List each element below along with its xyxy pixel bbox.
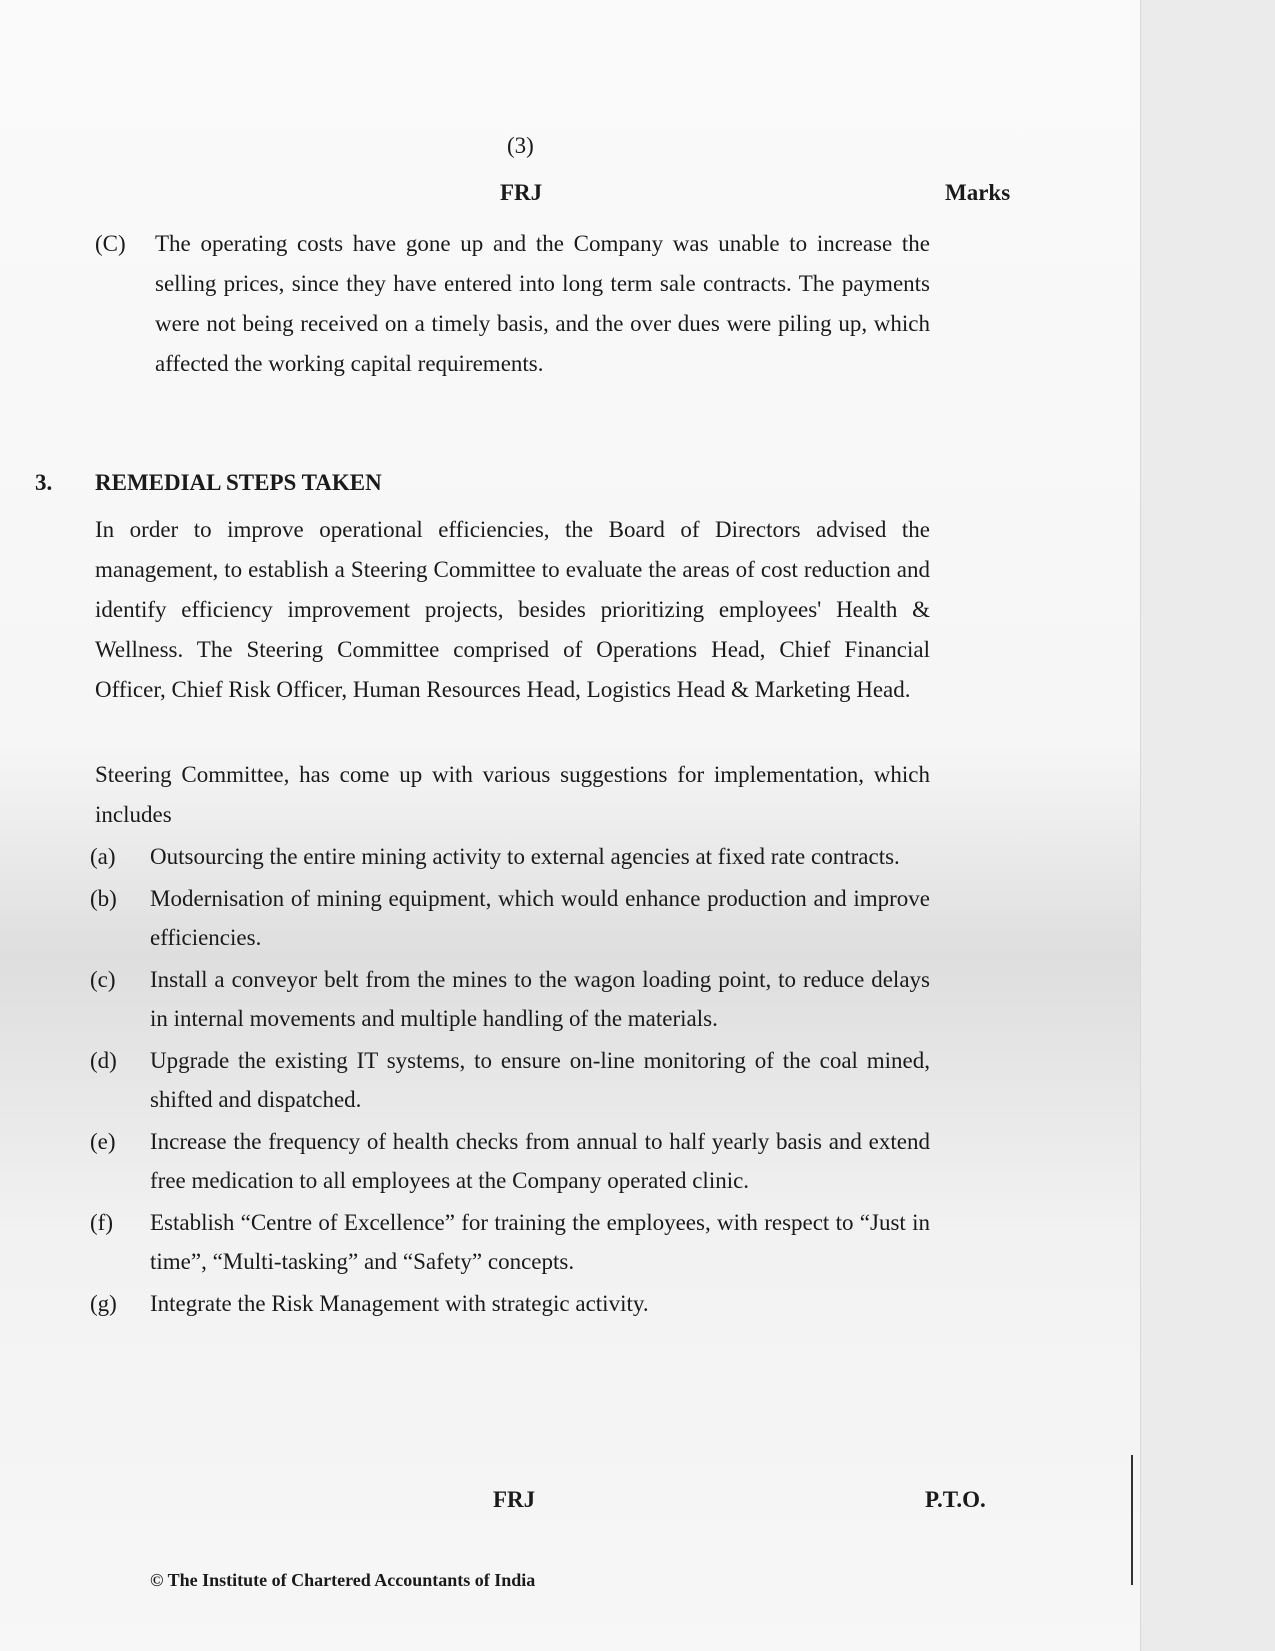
list-item-label: (f) <box>90 1210 113 1235</box>
page-number: (3) <box>507 133 534 158</box>
list-item-text: Integrate the Risk Management with strategic activity. <box>150 1291 649 1316</box>
header-paper-code: FRJ <box>500 180 543 205</box>
list-item-label: (b) <box>90 886 117 911</box>
list-item-label: (a) <box>90 844 116 869</box>
section-paragraph-1: In order to improve operational efficiencies, the Board of Directors advised the management, to establish a Steering Committee to evaluate the areas of cost reduction and identify efficiency improvement projects, besides prioritizing employees' Health & Wellness. The Steering Committee comprised of Operations Head, Chief Financial Officer, Chief Risk Officer, Human Resources Head, Logistics Head & Marketing Head. <box>95 517 930 702</box>
copyright-notice: © The Institute of Chartered Accountants of India <box>150 1570 536 1590</box>
list-item-text: Outsourcing the entire mining activity to external agencies at fixed rate contracts. <box>150 844 900 869</box>
scan-edge-line <box>1131 1455 1133 1585</box>
list-item-text: Establish “Centre of Excellence” for training the employees, with respect to “Just in time”, “Multi-tasking” and “Safety” concepts. <box>150 1210 930 1274</box>
list-item-text: Increase the frequency of health checks from annual to half yearly basis and extend free medication to all employees at the Company operated clinic. <box>150 1129 930 1193</box>
section-title: REMEDIAL STEPS TAKEN <box>95 470 382 495</box>
marks-column-heading: Marks <box>945 180 1011 205</box>
list-item <box>90 1203 930 1281</box>
list-item-label: (c) <box>90 967 116 992</box>
list-item-text: Upgrade the existing IT systems, to ensure on-line monitoring of the coal mined, shifted and dispatched. <box>150 1048 930 1112</box>
list-item <box>90 960 930 1038</box>
list-item-text: Modernisation of mining equipment, which would enhance production and improve efficiencies. <box>150 886 930 950</box>
list-item-text: Install a conveyor belt from the mines to the wagon loading point, to reduce delays in internal movements and multiple handling of the materials. <box>150 967 930 1031</box>
section-paragraph-2: Steering Committee, has come up with various suggestions for implementation, which includes <box>95 762 930 827</box>
list-item <box>90 1041 930 1119</box>
list-item-label: (d) <box>90 1048 117 1073</box>
list-item-label: (g) <box>90 1291 117 1316</box>
section-number: 3. <box>35 470 53 495</box>
list-item <box>90 1122 930 1200</box>
footer-paper-code: FRJ <box>493 1487 536 1512</box>
suggestions-list <box>90 837 930 1326</box>
item-c-text: The operating costs have gone up and the Company was unable to increase the selling prices, since they have entered into long term sale contracts. The payments were not being received on a timely basis, and the over dues were piling up, which affected the working capital requirements. <box>155 231 930 376</box>
item-c-paragraph <box>95 224 930 384</box>
please-turn-over: P.T.O. <box>925 1487 986 1512</box>
list-item <box>90 837 930 876</box>
item-c-label: (C) <box>95 231 126 256</box>
list-item <box>90 1284 930 1323</box>
list-item <box>90 879 930 957</box>
list-item-label: (e) <box>90 1129 116 1154</box>
